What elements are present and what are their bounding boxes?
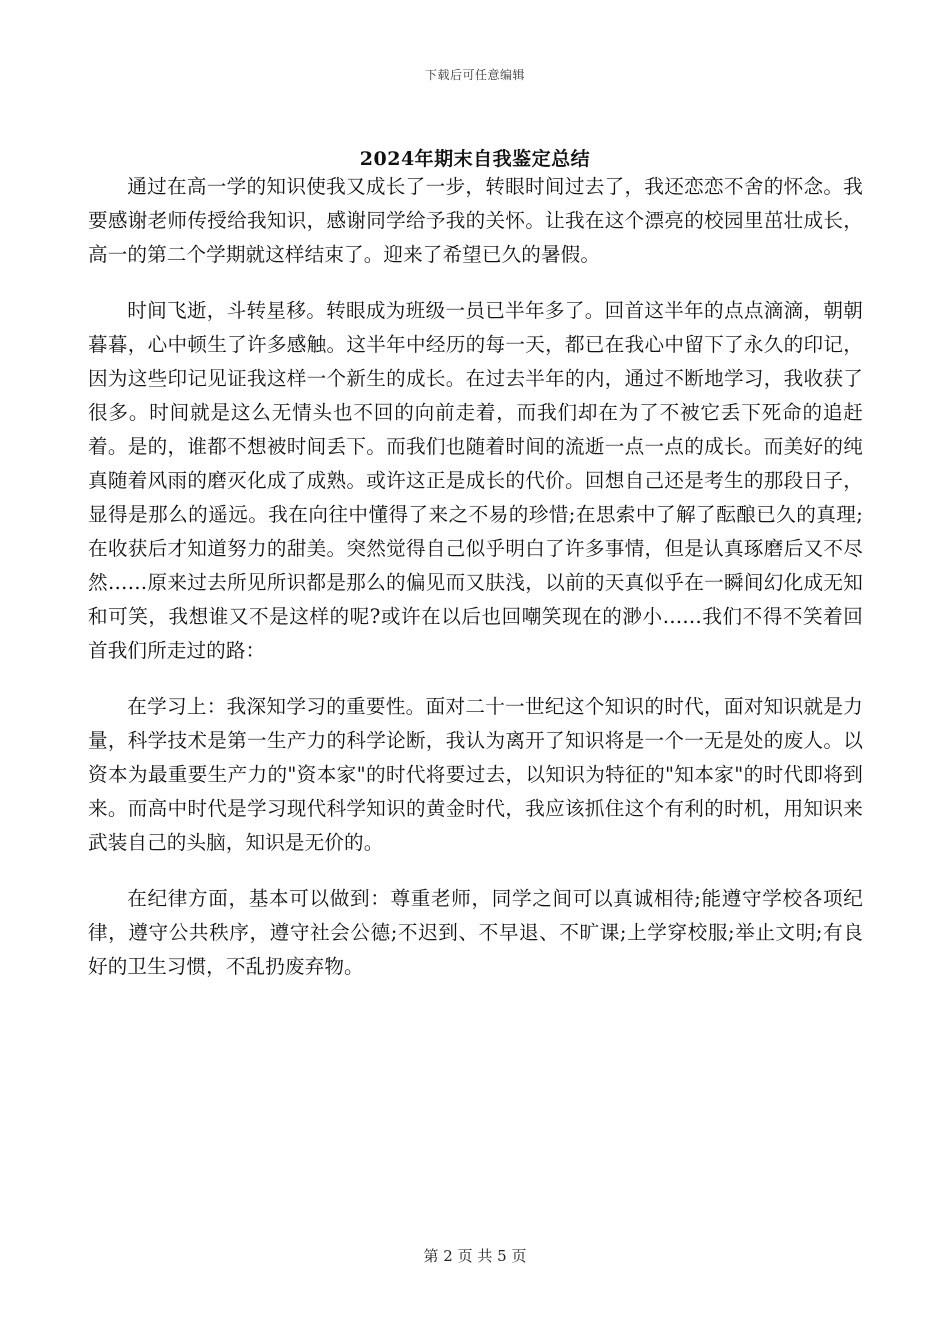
document-body — [88, 170, 863, 1006]
header-note: 下载后可任意编辑 — [424, 68, 525, 82]
paragraph-study: 在学习上：我深知学习的重要性。面对二十一世纪这个知识的时代，面对知识就是力量，科学技术是第一生产力的科学论断，我认为离开了知识将是一个一无是处的废人。以资本为最重要生产力的"资本家"的时代将要过去，以知识为特征的"知本家"的时代即将到来。而高中时代是学习现代科学知识的黄金时代，我应该抓住这个有利的时机，用知识来武装自己的头脑，知识是无价的。 — [88, 695, 863, 854]
paragraph-reflection: 时间飞逝，斗转星移。转眼成为班级一员已半年多了。回首这半年的点点滴滴，朝朝暮暮，心中顿生了许多感触。这半年中经历的每一天，都已在我心中留下了永久的印记，因为这些印记见证我这样一个新生的成长。在过去半年的内，通过不断地学习，我收获了很多。时间就是这么无情头也不回的向前走着，而我们却在为了不被它丢下死命的追赶着。是的，谁都不想被时间丢下。而我们也随着时间的流逝一点一点的成长。而美好的纯真随着风雨的磨灭化成了成熟。或许这正是成长的代价。回想自己还是考生的那段日子，显得是那么的遥远。我在向往中懂得了来之不易的珍惜;在思索中了解了酝酿已久的真理;在收获后才知道努力的甜美。突然觉得自己似乎明白了许多事情，但是认真琢磨后又不尽然……原来过去所见所识都是那么的偏见而又肤浅，以前的天真似乎在一瞬间幻化成无知和可笑，我想谁又不是这样的呢?或许在以后也回嘲笑现在的渺小……我们不得不笑着回首我们所走过的路： — [88, 299, 863, 662]
document-title: 2024年期末自我鉴定总结 — [359, 148, 591, 170]
paragraph-intro: 通过在高一学的知识使我又成长了一步，转眼时间过去了，我还恋恋不舍的怀念。我要感谢老师传授给我知识，感谢同学给予我的关怀。让我在这个漂亮的校园里茁壮成长，高一的第二个学期就这样结束了。迎来了希望已久的暑假。 — [88, 175, 863, 266]
page-indicator: 第 2 页 共 5 页 — [423, 1247, 527, 1265]
paragraph-discipline: 在纪律方面，基本可以做到：尊重老师，同学之间可以真诚相待;能遵守学校各项纪律，遵守公共秩序，遵守社会公德;不迟到、不早退、不旷课;上学穿校服;举止文明;有良好的卫生习惯，不乱扔废弃物。 — [88, 887, 863, 978]
